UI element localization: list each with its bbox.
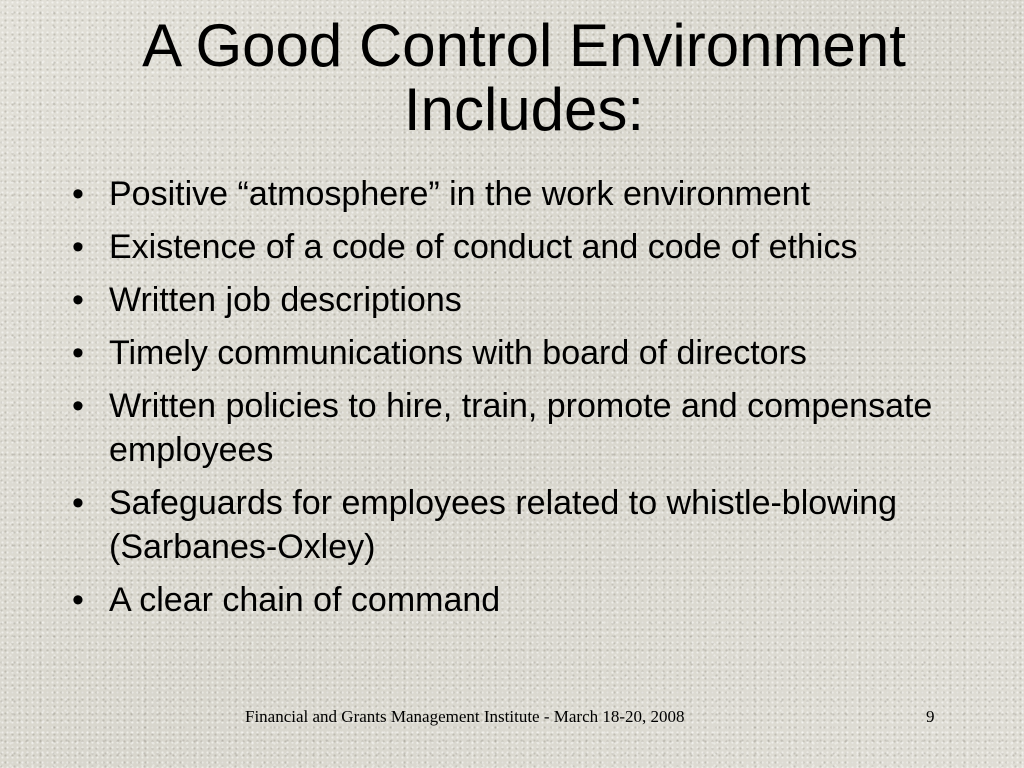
bullet-dot-icon: • [72,484,84,522]
bullet-item [72,384,1017,472]
bullet-text: Written policies to hire, train, promote and compensate employees [109,387,933,469]
bullet-dot-icon: • [72,387,84,425]
bullet-text: Timely communications with board of directors [109,334,807,372]
bullet-dot-icon: • [72,281,84,319]
bullet-item [72,481,1017,569]
bullet-text: Positive “atmosphere” in the work environment [109,175,811,213]
bullet-text: Existence of a code of conduct and code of ethics [109,228,858,266]
bullet-item [72,172,1017,216]
bullet-item [72,578,1017,622]
bullet-text: Safeguards for employees related to whistle-blowing (Sarbanes-Oxley) [109,484,898,566]
bullet-dot-icon: • [72,228,84,266]
bullet-dot-icon: • [72,334,84,372]
bullet-text: Written job descriptions [109,281,462,319]
bullet-dot-icon: • [72,581,84,619]
bullet-list [72,172,1017,631]
bullet-text: A clear chain of command [109,581,501,619]
page-number: 9 [926,707,935,726]
slide-title: A Good Control Environment Includes: [142,12,906,143]
bullet-item [72,278,1017,322]
bullet-item [72,331,1017,375]
footer-text: Financial and Grants Management Institute - March 18-20, 2008 [245,707,685,726]
bullet-dot-icon: • [72,175,84,213]
bullet-item [72,225,1017,269]
